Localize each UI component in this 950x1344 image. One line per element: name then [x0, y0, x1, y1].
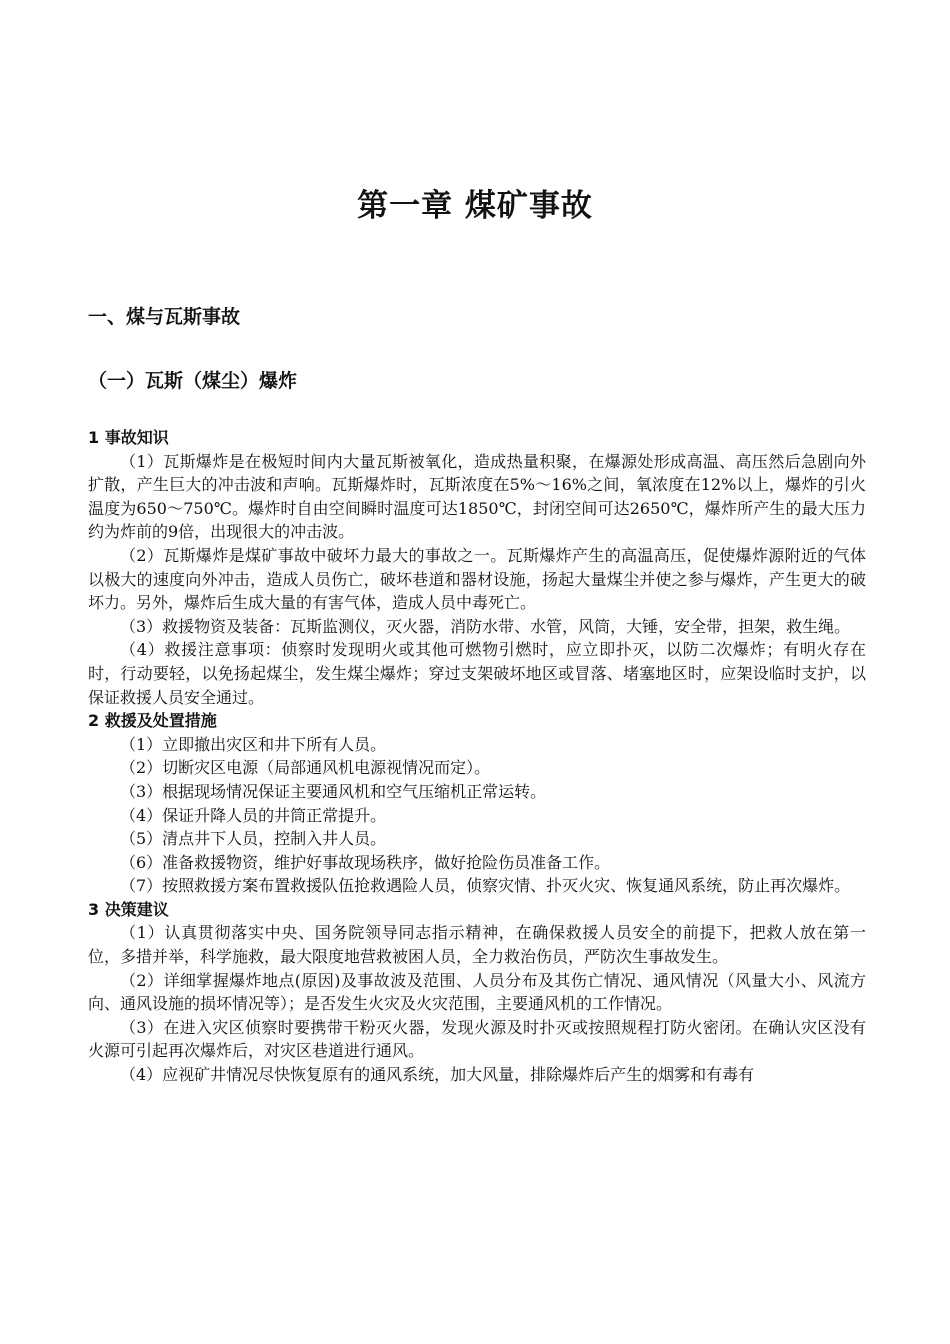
subsection-title: （一）瓦斯（煤尘）爆炸: [88, 370, 298, 392]
section-title: 一、煤与瓦斯事故: [88, 306, 241, 328]
part-heading-accident-knowledge: 1 事故知识: [88, 428, 169, 447]
paragraph: （4）应视矿井情况尽快恢复原有的通风系统，加大风量，排除爆炸后产生的烟雾和有毒有: [120, 1065, 755, 1085]
paragraph: （2）详细掌握爆炸地点(原因)及事故波及范围、人员分布及其伤亡情况、通风情况（风量大小、风流方向、通风设施的损坏情况等）；是否发生火灾及火灾范围，主要通风机的工作情况。: [88, 970, 866, 1014]
paragraph: （1）认真贯彻落实中央、国务院领导同志指示精神，在确保救援人员安全的前提下，把救人放在第一位，多措并举，科学施救，最大限度地营救被困人员，全力救治伤员，严防次生事故发生。: [88, 923, 866, 967]
list-item: （3）根据现场情况保证主要通风机和空气压缩机正常运转。: [120, 781, 547, 801]
chapter-title: 第一章 煤矿事故: [357, 188, 593, 224]
list-item: （5）清点井下人员，控制入井人员。: [120, 829, 387, 849]
paragraph: （3）救援物资及装备：瓦斯监测仪，灭火器，消防水带、水管，风筒，大锤，安全带，担架，救生绳。: [120, 616, 851, 636]
document-body: [88, 426, 866, 1087]
paragraph: （1）瓦斯爆炸是在极短时间内大量瓦斯被氧化，造成热量积聚，在爆源处形成高温、高压然后急剧向外扩散，产生巨大的冲击波和声响。瓦斯爆炸时，瓦斯浓度在5%～16%之间，氧浓度在12%以上，爆炸的引火温度为650～750℃。爆炸时自由空间瞬时温度可达1850℃，封闭空间可达2650℃，爆炸所产生的最大压力约为炸前的9倍，出现很大的冲击波。: [88, 451, 866, 542]
paragraph: （3）在进入灾区侦察时要携带干粉灭火器，发现火源及时扑灭或按照规程打防火密闭。在确认灾区没有火源可引起再次爆炸后，对灾区巷道进行通风。: [88, 1017, 866, 1061]
paragraph: （4）救援注意事项：侦察时发现明火或其他可燃物引燃时，应立即扑灭，以防二次爆炸；有明火存在时，行动要轻，以免扬起煤尘，发生煤尘爆炸；穿过支架破坏地区或冒落、堵塞地区时，应架设临时支护，以保证救援人员安全通过。: [88, 640, 866, 707]
list-item: （7）按照救援方案布置救援队伍抢救遇险人员，侦察灾情、扑灭火灾、恢复通风系统，防止再次爆炸。: [120, 876, 851, 896]
list-item: （4）保证升降人员的井筒正常提升。: [120, 805, 387, 825]
paragraph: （2）瓦斯爆炸是煤矿事故中破坏力最大的事故之一。瓦斯爆炸产生的高温高压，促使爆炸源附近的气体以极大的速度向外冲击，造成人员伤亡，破坏巷道和器材设施，扬起大量煤尘并使之参与爆炸，产生更大的破坏力。另外，爆炸后生成大量的有害气体，造成人员中毒死亡。: [88, 545, 866, 613]
list-item: （6）准备救援物资，维护好事故现场秩序，做好抢险伤员准备工作。: [120, 852, 611, 872]
list-item: （2）切断灾区电源（局部通风机电源视情况而定）。: [120, 758, 491, 778]
part-heading-rescue-measures: 2 救援及处置措施: [88, 711, 217, 731]
part-heading-decision-suggestions: 3 决策建议: [88, 899, 169, 919]
list-item: （1）立即撤出灾区和井下所有人员。: [120, 734, 387, 754]
